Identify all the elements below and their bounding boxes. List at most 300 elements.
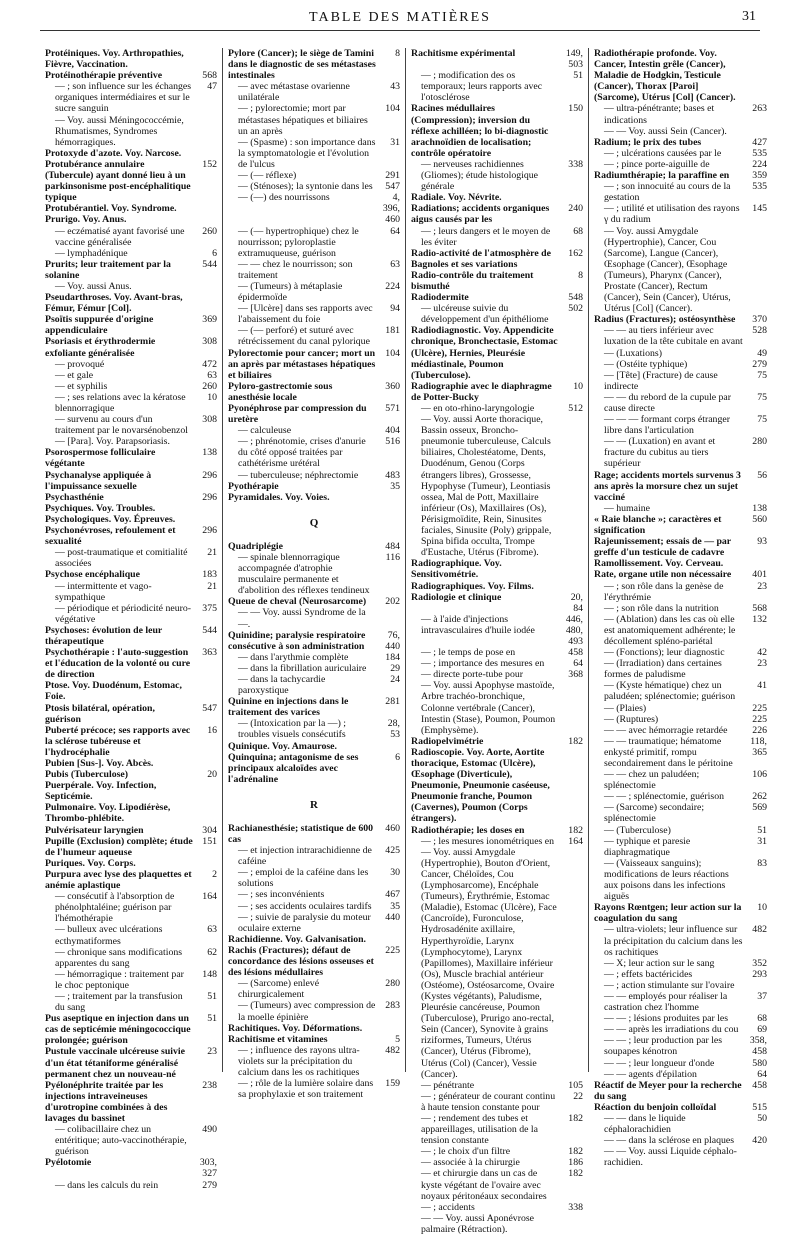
index-subentry (45, 281, 217, 292)
entry-page: 21 (207, 547, 217, 559)
entry-text: Rate, organe utile non nécessaire (594, 569, 732, 581)
entry-text: Psychoses: évolution de leur thérapeutique (45, 624, 163, 647)
index-entry (594, 1080, 767, 1102)
entry-text: — chronique sans modifications apparentes du sang (55, 946, 183, 969)
index-entry (411, 736, 583, 747)
index-entry (45, 680, 217, 702)
entry-text: — ; son innocuité au cours de la gestation (604, 181, 731, 204)
entry-page: 23 (757, 580, 767, 592)
index-entry (411, 292, 583, 303)
entry-page: 338 (568, 158, 583, 170)
entry-page: 28, 53 (387, 718, 400, 741)
index-subentry (411, 414, 583, 558)
entry-text: — ; rendement des tubes et appareillages, utilisation de la tension constante (421, 1113, 538, 1147)
entry-text: Pyramidales. Voy. Voies. (228, 491, 330, 503)
entry-text: — bulleux avec ulcérations ecthymatiformes (55, 924, 163, 947)
index-subentry (228, 81, 400, 103)
entry-text: — intermittente et vago-sympathique (55, 580, 152, 603)
entry-page: 547 (385, 181, 400, 193)
entry-page: 569 (752, 802, 767, 814)
index-entry (594, 48, 767, 103)
entry-page: 226 (752, 724, 767, 736)
entry-text: — ; pylorectomie; mort par métastases hépatiques et biliaires un an après (238, 103, 368, 137)
index-subentry (45, 603, 217, 625)
section-letter: R (310, 798, 318, 811)
index-entry (411, 203, 583, 225)
entry-page: 42 (757, 647, 767, 659)
entry-page: 49 (757, 347, 767, 359)
index-entry (594, 902, 767, 924)
index-entry (45, 780, 217, 802)
entry-text: — périodique et périodicité neuro-végétative (55, 602, 192, 625)
entry-text: — ulcéreuse suivie du développement d'un épithéliome (421, 303, 549, 326)
entry-page: 338 (568, 1201, 583, 1213)
entry-text: — dans la fibrillation auriculaire (238, 662, 367, 674)
entry-page: 21 (207, 580, 217, 592)
entry-text: — spinale blennorragique accompagnée d'atrophie musculaire permanente et d'abolition des réflexes tendineux (238, 551, 370, 597)
index-subentry (45, 81, 217, 114)
index-subentry (228, 436, 400, 469)
entry-page: 482 (752, 924, 767, 936)
entry-page: 10 (757, 902, 767, 914)
entry-page: 260 (202, 225, 217, 237)
index-subentry (45, 115, 217, 148)
index-subentry (228, 663, 400, 674)
entry-page: 547 (202, 702, 217, 714)
section-letter: Q (309, 516, 319, 529)
entry-text: Radium; le prix des tubes (594, 136, 702, 148)
entry-page: 75 (757, 369, 767, 381)
entry-text: — ; pince porte-aiguille de (604, 158, 710, 170)
entry-page: 35 (390, 480, 400, 492)
entry-page: 308 (202, 414, 217, 426)
index-entry (411, 381, 583, 403)
entry-text: Quinquina; antagonisme de ses principaux alcaloïdes avec l'adrénaline (228, 751, 359, 785)
index-subentry (228, 889, 400, 900)
entry-text: — (— hypertrophique) chez le nourrisson; pyloroplastie extramuqueuse, guérison (238, 225, 359, 259)
entry-page: 10 (573, 380, 583, 392)
entry-text: — — ; lésions produites par les (604, 1013, 729, 1025)
index-subentry (45, 226, 217, 248)
index-subentry (594, 181, 767, 203)
entry-text: Ptose. Voy. Duodénum, Estomac, Foie. (45, 680, 182, 703)
entry-text: Protéinothérapie préventive (45, 70, 163, 82)
entry-text: — (Tumeurs) avec compression de la moelle épinière (238, 1000, 376, 1023)
entry-text: — (— perforé) et suturé avec rétrécissement du canal pylorique (238, 325, 370, 348)
entry-text: Pupille (Exclusion) complète; étude de l'humeur aqueuse (45, 835, 193, 858)
index-subentry (411, 836, 583, 847)
entry-page: 68 (757, 1013, 767, 1025)
entry-text: — ; effets bactéricides (604, 968, 693, 980)
index-subentry (594, 647, 767, 658)
entry-page: 225 (752, 702, 767, 714)
entry-page: 149, 503 (565, 48, 583, 71)
entry-text: Radiodermite (411, 292, 469, 304)
entry-text: — — ; splénectomie, guérison (604, 791, 724, 803)
index-subentry (594, 958, 767, 969)
entry-page: 30 (390, 867, 400, 879)
entry-page: 138 (752, 502, 767, 514)
index-entry (228, 492, 400, 503)
index-subentry (228, 1045, 400, 1078)
index-subentry (594, 802, 767, 824)
entry-page: 280 (385, 978, 400, 990)
entry-text: Rachitisme et vitamines (228, 1033, 328, 1045)
index-subentry (594, 1069, 767, 1080)
entry-page: 164 (202, 891, 217, 903)
entry-text: Rachianesthésie; statistique de 600 cas (228, 822, 374, 845)
entry-page: 164 (568, 835, 583, 847)
index-entry (45, 869, 217, 891)
index-subentry (228, 1078, 400, 1100)
entry-page: 105 (568, 1079, 583, 1091)
index-subentry (411, 669, 583, 680)
entry-page: 4, 396, 460 (382, 192, 400, 226)
index-entry (45, 503, 217, 514)
index-entry (45, 70, 217, 81)
entry-text: Radiothérapie profonde. Voy. Cancer, Intestin grêle (Cancer), Maladie de Hodgkin, Testicule (Cancer), Thorax [Paroi] (Sarcome), Utérus [Col] (Cancer). (594, 48, 736, 104)
entry-page: 5 (395, 1033, 400, 1045)
index-subentry (228, 259, 400, 281)
index-subentry (45, 1124, 217, 1157)
entry-page: 182 (568, 824, 583, 836)
entry-text: — — avec hémorragie retardée (604, 724, 728, 736)
index-entry (228, 403, 400, 425)
entry-text: — — traumatique; hématome enkysté primitif, rompu secondairement dans le péritoine (604, 735, 733, 769)
entry-page: 69 (757, 1024, 767, 1036)
index-entry (45, 470, 217, 492)
index-entry (45, 336, 217, 358)
index-subentry (411, 680, 583, 735)
entry-page: 240 (568, 203, 583, 215)
entry-page: 560 (752, 513, 767, 525)
index-entry (594, 314, 767, 325)
entry-text: Psychologiques. Voy. Épreuves. (45, 513, 176, 525)
entry-page: 162 (568, 247, 583, 259)
index-entry (411, 825, 583, 836)
entry-page: 8 (395, 48, 400, 59)
entry-text: Pulvérisateur laryngien (45, 824, 144, 836)
entry-text: — tuberculeuse; néphrectomie (238, 469, 359, 481)
entry-page: 23 (207, 1046, 217, 1058)
entry-text: — — Voy. aussi Liquide céphalo-rachidien. (604, 1146, 737, 1169)
entry-text: Rajeunissement; essais de — par greffe d'un testicule de cadavre (594, 536, 731, 559)
entry-page: 22 (573, 1090, 583, 1102)
entry-page: 263 (752, 103, 767, 115)
index-entry (45, 703, 217, 725)
entry-page: 35 (390, 900, 400, 912)
entry-page: 51 (757, 824, 767, 836)
entry-page: 51 (207, 1013, 217, 1025)
entry-text: Radiopelvimétrie (411, 735, 484, 747)
index-entry (228, 348, 400, 381)
entry-page: 2 (212, 868, 217, 880)
entry-page: 296 (202, 469, 217, 481)
index-subentry (228, 674, 400, 696)
index-entry (411, 325, 583, 380)
entry-text: — ; suivie de paralysie du moteur oculaire externe (238, 911, 371, 934)
entry-text: — — (Luxation) en avant et fracture du cubitus au tiers supérieur (604, 436, 716, 470)
entry-text: — ; ses inconvénients (238, 889, 325, 901)
index-subentry (594, 791, 767, 802)
entry-page: 363 (202, 647, 217, 659)
entry-page: 182 (568, 735, 583, 747)
index-entry (228, 541, 400, 552)
index-subentry (45, 924, 217, 946)
entry-text: Queue de cheval (Neurosarcome) (228, 596, 367, 608)
index-entry (45, 858, 217, 869)
entry-text: — (Ostéite typhique) (604, 358, 688, 370)
entry-text: Protubérantiel. Voy. Syndrome. (45, 203, 177, 215)
entry-page: 303, 327 (199, 1157, 217, 1180)
entry-text: — ; ulcérations causées par le (604, 147, 722, 159)
entry-page: 182 (568, 1113, 583, 1124)
entry-text: — nerveuses rachidiennes (Gliomes); étude histologique générale (421, 158, 538, 193)
entry-text: Quadriplégie (228, 540, 283, 552)
entry-text: — (Plaies) (604, 702, 647, 714)
entry-page: 224 (752, 158, 767, 170)
entry-text: — (— réflexe) (238, 170, 297, 182)
index-subentry (45, 547, 217, 569)
index-subentry (594, 658, 767, 680)
entry-text: — hémorragique : traitement par le choc peptonique (55, 968, 184, 991)
index-subentry (594, 680, 767, 702)
entry-page: 260 (202, 380, 217, 392)
entry-text: — [Ulcère] dans ses rapports avec l'abaissement du foie (238, 303, 373, 326)
index-subentry (228, 912, 400, 934)
entry-page: 544 (202, 624, 217, 636)
entry-text: Psoriasis et érythrodermie exfoliante généralisée (45, 336, 156, 359)
entry-text: Pubien [Sus-]. Voy. Abcès. (45, 758, 154, 769)
entry-text: — — chez le nourrisson; son traitement (238, 258, 353, 281)
entry-page: 93 (757, 536, 767, 548)
entry-text: — eczématisé ayant favorisé une vaccine généralisée (55, 225, 185, 248)
index-subentry (45, 1180, 217, 1191)
entry-page: 116 (385, 551, 400, 563)
index-subentry (594, 226, 767, 315)
entry-text: Protéiniques. Voy. Arthropathies, Fièvre, Vaccination. (45, 48, 184, 71)
index-subentry (594, 714, 767, 725)
entry-text: — — — formant corps étranger libre dans l'articulation (604, 414, 730, 437)
entry-text: Rachis (Fractures); défaut de concordance des lésions osseuses et des lésions médullaires (228, 944, 374, 979)
index-subentry (594, 414, 767, 436)
entry-text: — — dans le liquide céphalorachidien (604, 1113, 686, 1136)
entry-text: Psychanalyse appliquée à l'impuissance sexuelle (45, 469, 152, 492)
entry-page: 427 (752, 136, 767, 148)
index-subentry (45, 991, 217, 1013)
entry-text: « Raie blanche »; caractères et signification (594, 513, 722, 537)
entry-page: 181 (385, 325, 400, 337)
index-subentry (228, 181, 400, 192)
page-title: TABLE DES MATIÈRES (309, 10, 491, 25)
index-subentry (45, 436, 217, 447)
index-subentry (45, 891, 217, 924)
index-subentry (594, 858, 767, 902)
entry-text: — ; ses relations avec la kératose blennorragique (55, 391, 186, 414)
index-subentry (594, 736, 767, 769)
index-subentry (228, 552, 400, 596)
entry-text: Psychasthénie (45, 491, 104, 503)
index-subentry (228, 170, 400, 181)
entry-text: — colibacillaire chez un entéritique; auto-vaccinothérapie, guérison (55, 1124, 187, 1158)
entry-page: 458 (568, 647, 583, 659)
entry-text: — ; action stimulante sur l'ovaire (604, 979, 735, 991)
index-entry (411, 592, 583, 614)
entry-text: — (Spasme) : son importance dans la symptomatologie et l'évolution de l'ulcus (238, 136, 376, 170)
index-subentry (594, 392, 767, 414)
entry-page: 202 (385, 596, 400, 608)
entry-text: Psorospermose folliculaire végétante (45, 447, 156, 470)
index-subentry (228, 1000, 400, 1022)
index-subentry (594, 126, 767, 137)
entry-text: — — chez un paludéen; splénectomie (604, 769, 700, 792)
entry-page: 51 (207, 990, 217, 1002)
index-entry (45, 48, 217, 70)
entry-page: 138 (202, 447, 217, 459)
index-subentry (411, 1168, 583, 1201)
entry-text: — dans l'arythmie complète (238, 651, 349, 663)
index-subentry (228, 303, 400, 325)
index-entry (45, 725, 217, 758)
index-subentry (411, 1091, 583, 1113)
index-entry (228, 823, 400, 845)
entry-text: — provoqué (55, 358, 105, 370)
entry-page: 446, 480, 493 (565, 613, 583, 647)
index-entry (45, 259, 217, 281)
index-entry (45, 836, 217, 858)
index-entry (594, 170, 767, 181)
entry-text: Radiothérapie; les doses en (411, 824, 525, 836)
entry-text: Radio-contrôle du traitement bismuthé (411, 269, 534, 292)
index-entry (411, 270, 583, 292)
entry-text: — Voy. aussi Amygdale (Hypertrophie), Cancer, Cou (Sarcome), Langue (Cancer), Œsophage (Cancer), Œsophage (Tumeurs), Pharynx (Cancer), Prostate (Cancer), Rectum (Cancer), Sein (Cancer), Utérus, Utérus [Col] (Cancer). (604, 225, 731, 315)
entry-page: 420 (752, 1135, 767, 1147)
index-subentry (228, 652, 400, 663)
index-subentry (45, 370, 217, 381)
entry-page: 401 (752, 569, 767, 581)
entry-page: 568 (202, 70, 217, 82)
entry-page: 528 (752, 325, 767, 337)
entry-text: — pénétrante (421, 1079, 475, 1091)
entry-page: 20, 84 (570, 591, 583, 614)
entry-page: 62 (207, 946, 217, 958)
entry-page: 64 (390, 225, 400, 237)
entry-page: 548 (568, 292, 583, 304)
entry-page: 535 (752, 181, 767, 193)
index-column-4 (589, 48, 772, 1169)
entry-text: — ; modification des os temporaux; leurs rapports avec l'otosclérose (421, 70, 543, 104)
entry-text: — ; influence des rayons ultra-violets sur la précipitation du calcium dans les os rachitiques (238, 1044, 360, 1078)
entry-text: — ; ses accidents oculaires tardifs (238, 900, 372, 912)
index-subentry (228, 901, 400, 912)
entry-text: Psychonévroses, refoulement et sexualité (45, 525, 176, 548)
entry-text: — ; phrénotomie, crises d'anurie du côté opposé traitées par cathétérisme urétéral (238, 436, 366, 470)
index-entry (228, 741, 400, 752)
index-entry (45, 802, 217, 824)
index-entry (594, 569, 767, 580)
entry-text: — dans la tachycardie paroxystique (238, 673, 326, 697)
entry-page: 571 (385, 403, 400, 414)
entry-page: 225 (385, 944, 400, 956)
index-subentry (594, 703, 767, 714)
entry-page: 104 (385, 103, 400, 115)
entry-text: — ; accidents (421, 1201, 475, 1213)
entry-text: Purpura avec lyse des plaquettes et anémie aplastique (45, 868, 192, 892)
entry-page: 279 (752, 358, 767, 370)
entry-text: — calculeuse (238, 425, 292, 437)
entry-page: 296 (202, 491, 217, 503)
index-entry (228, 48, 400, 81)
index-column-3 (406, 48, 589, 1235)
entry-text: Rachitiques. Voy. Déformations. (228, 1022, 363, 1034)
entry-text: — (Intoxication par la —) ; troubles visuels consécutifs (238, 718, 347, 741)
entry-text: Ptosis bilatéral, opération, guérison (45, 702, 155, 725)
entry-text: Psychothérapie : l'auto-suggestion et l'éducation de la volonté ou cure de direction (45, 647, 191, 681)
entry-page: 472 (202, 358, 217, 370)
entry-text: — ; importance des mesures en (421, 658, 545, 670)
entry-text: Rage; accidents mortels survenus 3 ans après la morsure chez un sujet vacciné (594, 469, 741, 503)
index-subentry (594, 825, 767, 836)
index-subentry (228, 192, 400, 225)
index-entry (45, 758, 217, 769)
index-subentry (45, 359, 217, 370)
index-subentry (411, 647, 583, 658)
entry-page: 31 (757, 835, 767, 847)
entry-text: — (Vaisseaux sanguins); modifications de leurs réactions aux poisons dans les infections aiguës (604, 857, 729, 903)
page-header (40, 6, 760, 31)
entry-page: 352 (752, 957, 767, 969)
entry-page: 151 (202, 835, 217, 847)
entry-page: 56 (757, 469, 767, 481)
entry-page: 360 (385, 380, 400, 392)
entry-page: 183 (202, 569, 217, 581)
entry-page: 283 (385, 1000, 400, 1012)
index-subentry (594, 581, 767, 603)
index-subentry (228, 425, 400, 436)
entry-text: Protubérance annulaire (Tubercule) ayant donné lieu à un parkinsonisme post-encéphalitique typique (45, 158, 191, 204)
entry-text: — avec métastase ovarienne unilatérale (238, 81, 350, 104)
entry-page: 512 (568, 403, 583, 414)
entry-text: — Voy. aussi Aorte thoracique, Bassin osseux, Broncho-pneumonie tuberculeuse, Calculs biliaires, Cholestéatome, Dents, Duodénum, Genou (Corps étrangers libres), Grossesse, Hypophyse (Tumeur), Leontiasis ossea, Mal de Pott, Maxillaire inférieur (Os), Maxillaires (Os), Périsigmoïdite, Rein, Sinusites faciales, Sinusite (Poly) grippale, Spina bifida occulta, Trompe d'Eustache, Utérus (Fibrome). (421, 414, 552, 559)
entry-page: 580 (752, 1057, 767, 1069)
entry-page: 148 (202, 968, 217, 980)
index-subentry (228, 470, 400, 481)
entry-page: 467 (385, 889, 400, 901)
entry-page: 404 (385, 425, 400, 437)
entry-text: — (Luxations) (604, 347, 662, 359)
index-subentry (594, 924, 767, 957)
entry-text: — (Ruptures) (604, 713, 659, 725)
entry-page: 184 (385, 651, 400, 663)
entry-page: 568 (752, 602, 767, 614)
entry-text: Puriques. Voy. Corps. (45, 857, 136, 869)
entry-page: 20 (207, 769, 217, 781)
entry-page: 375 (202, 602, 217, 614)
entry-text: Radio-activité de l'atmosphère de Bagnoles et ses variations (411, 247, 551, 270)
index-entry (45, 292, 217, 314)
entry-page: 544 (202, 258, 217, 270)
entry-text: — (Kyste hématique) chez un paludéen; splénectomie; guérison (604, 680, 736, 703)
entry-page: 63 (207, 369, 217, 381)
entry-text: — associée à la chirurgie (421, 1157, 520, 1169)
entry-text: — — dans la sclérose en plaques (604, 1135, 735, 1147)
entry-page: 31 (390, 136, 400, 148)
entry-text: — et chirurgie dans un cas de kyste végétant de l'ovaire avec noyaux péritonéaux secondaires (421, 1168, 547, 1202)
index-entry (45, 1013, 217, 1046)
entry-text: Radiodiagnostic. Voy. Appendicite chronique, Bronchectasie, Estomac (Ulcère), Hernies, Pleurésie médiastinale, Poumon (Tuberculose). (411, 325, 558, 381)
index-subentry (594, 980, 767, 991)
index-entry (45, 569, 217, 580)
